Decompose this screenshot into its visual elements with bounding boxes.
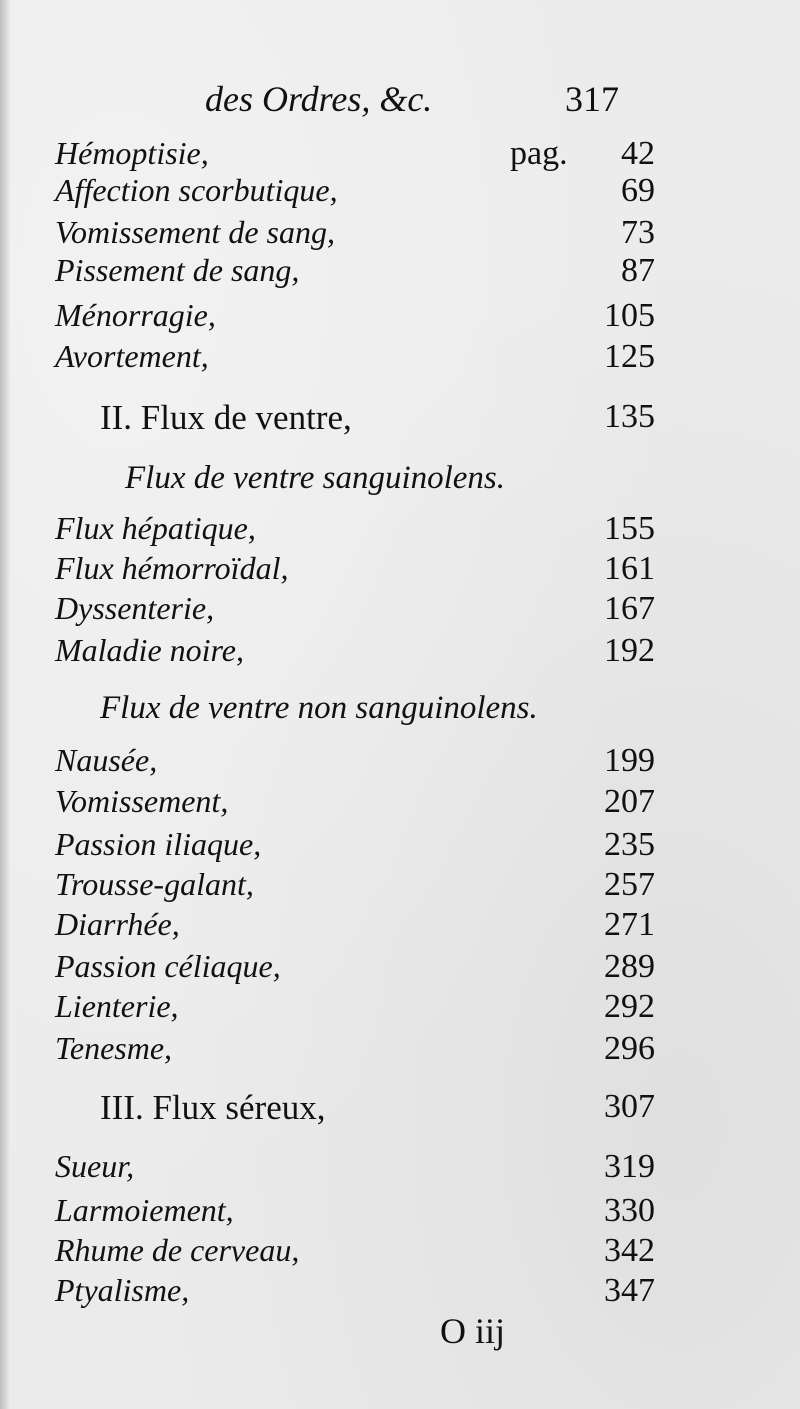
toc-entry	[55, 172, 655, 212]
toc-entry	[55, 1030, 655, 1070]
entry-label: Lienterie,	[55, 988, 179, 1024]
section-heading	[100, 1088, 655, 1130]
entry-page: 87	[621, 252, 655, 289]
entry-label: Dyssenterie,	[55, 590, 215, 626]
entry-page: 73	[621, 214, 655, 251]
entry-page: 199	[604, 742, 655, 779]
entry-label: Flux hémorroïdal,	[55, 550, 289, 586]
toc-entry	[55, 1272, 655, 1312]
entry-page: 161	[604, 550, 655, 587]
toc-entry	[55, 906, 655, 946]
entry-label: Ménorragie,	[55, 297, 216, 333]
entry-page: 296	[604, 1030, 655, 1067]
toc-entry	[55, 214, 655, 254]
entry-label: Vomissement,	[55, 783, 229, 819]
subheading: Flux de ventre non sanguinolens.	[100, 690, 538, 726]
entry-label: Maladie noire,	[55, 632, 244, 668]
toc-entry	[55, 632, 655, 672]
entry-label: Vomissement de sang,	[55, 214, 335, 250]
entry-page: 69	[621, 172, 655, 209]
toc-entry	[55, 783, 655, 823]
running-head: des Ordres, &c.	[205, 79, 433, 119]
entry-page: 105	[604, 297, 655, 334]
page-gutter-shadow	[0, 0, 10, 1409]
toc-entry	[55, 510, 655, 550]
entry-page: 319	[604, 1148, 655, 1185]
entry-page: 257	[604, 866, 655, 903]
entry-label: Diarrhée,	[55, 906, 180, 942]
entry-page: 330	[604, 1192, 655, 1229]
pag-abbreviation: pag.	[510, 135, 568, 172]
entry-label: Tenesme,	[55, 1030, 173, 1066]
toc-entry	[55, 1232, 655, 1272]
entry-page: 155	[604, 510, 655, 547]
toc-entry	[55, 826, 655, 866]
toc-entry	[55, 297, 655, 337]
toc-entry	[55, 866, 655, 906]
toc-entry	[55, 338, 655, 378]
entry-label: Trousse-galant,	[55, 866, 254, 902]
entry-label: Avortement,	[55, 338, 209, 374]
entry-label: Hémoptisie,	[55, 135, 209, 171]
entry-label: Affection scorbutique,	[55, 172, 338, 208]
entry-page: 342	[604, 1232, 655, 1269]
toc-entry	[55, 742, 655, 782]
entry-label: Nausée,	[55, 742, 158, 778]
entry-label: Larmoiement,	[55, 1192, 234, 1228]
toc-entry	[55, 550, 655, 590]
signature-mark: O iij	[440, 1311, 506, 1351]
toc-entry	[55, 590, 655, 630]
section-page: 135	[604, 398, 655, 435]
entry-page: 271	[604, 906, 655, 943]
entry-page: 292	[604, 988, 655, 1025]
entry-label: Passion céliaque,	[55, 948, 281, 984]
entry-page: 289	[604, 948, 655, 985]
entry-page: 167	[604, 590, 655, 627]
page-number: 317	[565, 79, 619, 119]
entry-label: Flux hépatique,	[55, 510, 256, 546]
toc-entry	[55, 988, 655, 1028]
section-heading	[100, 398, 655, 440]
entry-label: Ptyalisme,	[55, 1272, 190, 1308]
entry-page: 192	[604, 632, 655, 669]
toc-entry	[55, 1192, 655, 1232]
section-label: III. Flux séreux,	[100, 1088, 326, 1127]
toc-entry	[55, 948, 655, 988]
entry-page: 42	[621, 135, 655, 172]
section-label: II. Flux de ventre,	[100, 398, 352, 437]
entry-page: 347	[604, 1272, 655, 1309]
entry-label: Passion iliaque,	[55, 826, 262, 862]
section-page: 307	[604, 1088, 655, 1125]
entry-label: Rhume de cerveau,	[55, 1232, 300, 1268]
subheading: Flux de ventre sanguinolens.	[125, 460, 506, 496]
entry-label: Pissement de sang,	[55, 252, 300, 288]
entry-label: Sueur,	[55, 1148, 135, 1184]
entry-page: 235	[604, 826, 655, 863]
entry-page: 207	[604, 783, 655, 820]
toc-entry	[55, 135, 655, 175]
toc-entry	[55, 252, 655, 292]
entry-page: 125	[604, 338, 655, 375]
toc-entry	[55, 1148, 655, 1188]
